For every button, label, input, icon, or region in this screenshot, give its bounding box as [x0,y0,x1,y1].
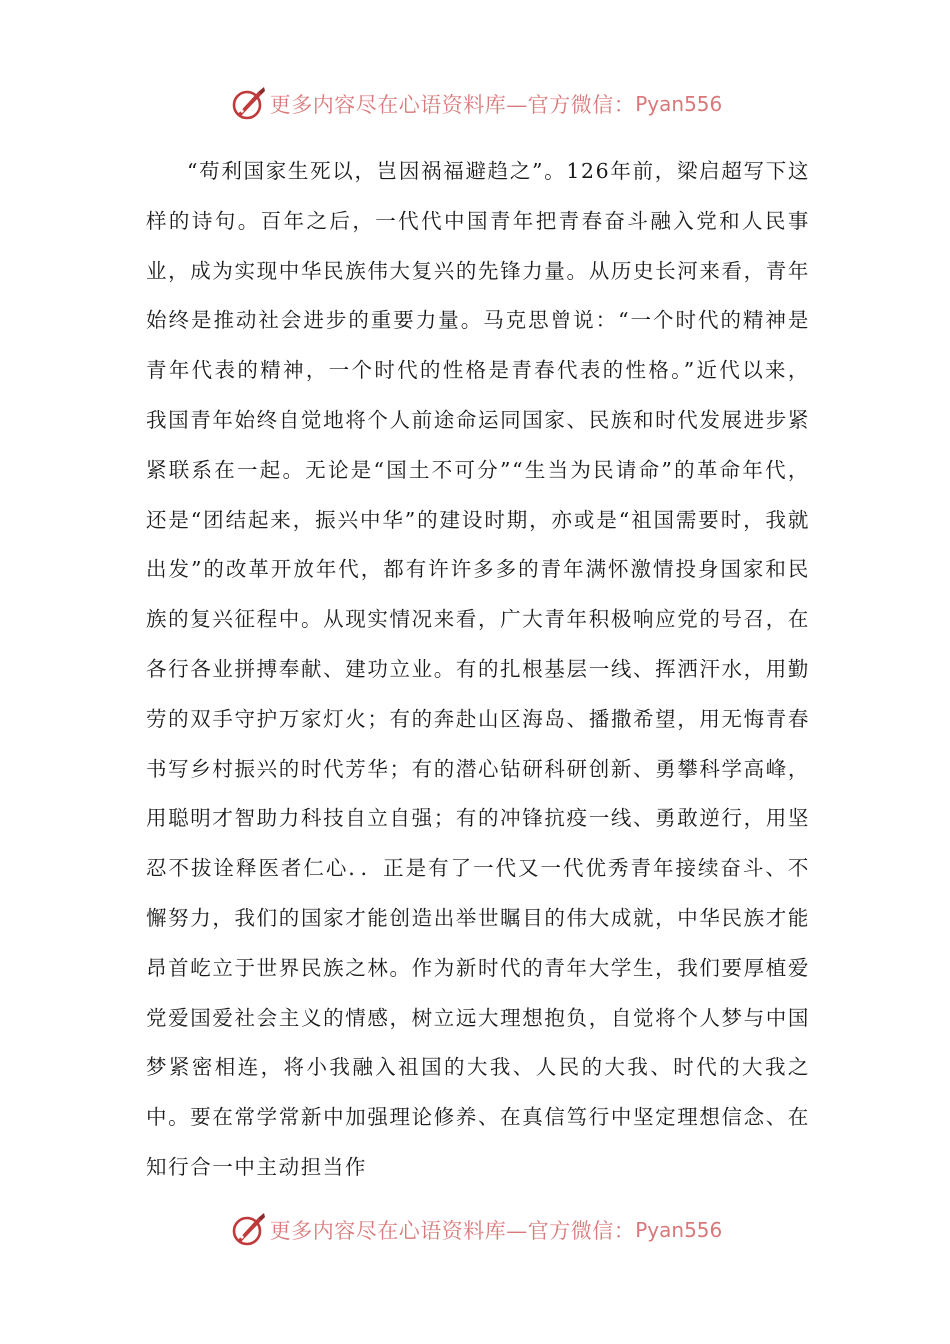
header-banner [0,82,950,126]
footer-banner [0,1208,950,1252]
banner-wechat-id: Pyan556 [635,1218,723,1242]
pen-nib-logo-icon [228,84,268,124]
banner-wechat-id: Pyan556 [635,92,723,116]
banner-text: 更多内容尽在心语资料库—官方微信： [269,1219,636,1243]
pen-nib-logo-icon [228,1210,268,1250]
body-paragraph: “苟利国家生死以，岂因祸福避趋之”。126年前，梁启超写下这样的诗句。百年之后，一代代中国青年把青春奋斗融入党和人民事业，成为实现中华民族伟大复兴的先锋力量。从历史长河来看，青年始终是推动社会进步的重要力量。马克思曾说：“一个时代的精神是青年代表的精神，一个时代的性格是青春代表的性格。”近代以来，我国青年始终自觉地将个人前途命运同国家、民族和时代发展进步紧紧联系在一起。无论是“国土不可分”“生当为民请命”的革命年代，还是“团结起来，振兴中华”的建设时期，亦或是“祖国需要时，我就出发”的改革开放年代，都有许许多多的青年满怀激情投身国家和民族的复兴征程中。从现实情况来看，广大青年积极响应党的号召，在各行各业拼搏奉献、建功立业。有的扎根基层一线、挥洒汗水，用勤劳的双手守护万家灯火；有的奔赴山区海岛、播撒希望，用无悔青春书写乡村振兴的时代芳华；有的潜心钻研科研创新、勇攀科学高峰，用聪明才智助力科技自立自强；有的冲锋抗疫一线、勇敢逆行，用坚忍不拔诠释医者仁心．．正是有了一代又一代优秀青年接续奋斗、不懈努力，我们的国家才能创造出举世瞩目的伟大成就，中华民族才能昂首屹立于世界民族之林。作为新时代的青年大学生，我们要厚植爱党爱国爱社会主义的情感，树立远大理想抱负，自觉将个人梦与中国梦紧密相连，将小我融入祖国的大我、人民的大我、时代的大我之中。要在常学常新中加强理论修养、在真信笃行中坚定理想信念、在知行合一中主动担当作 [146,159,810,1179]
banner-text: 更多内容尽在心语资料库—官方微信： [269,93,636,117]
document-body [146,147,810,1193]
